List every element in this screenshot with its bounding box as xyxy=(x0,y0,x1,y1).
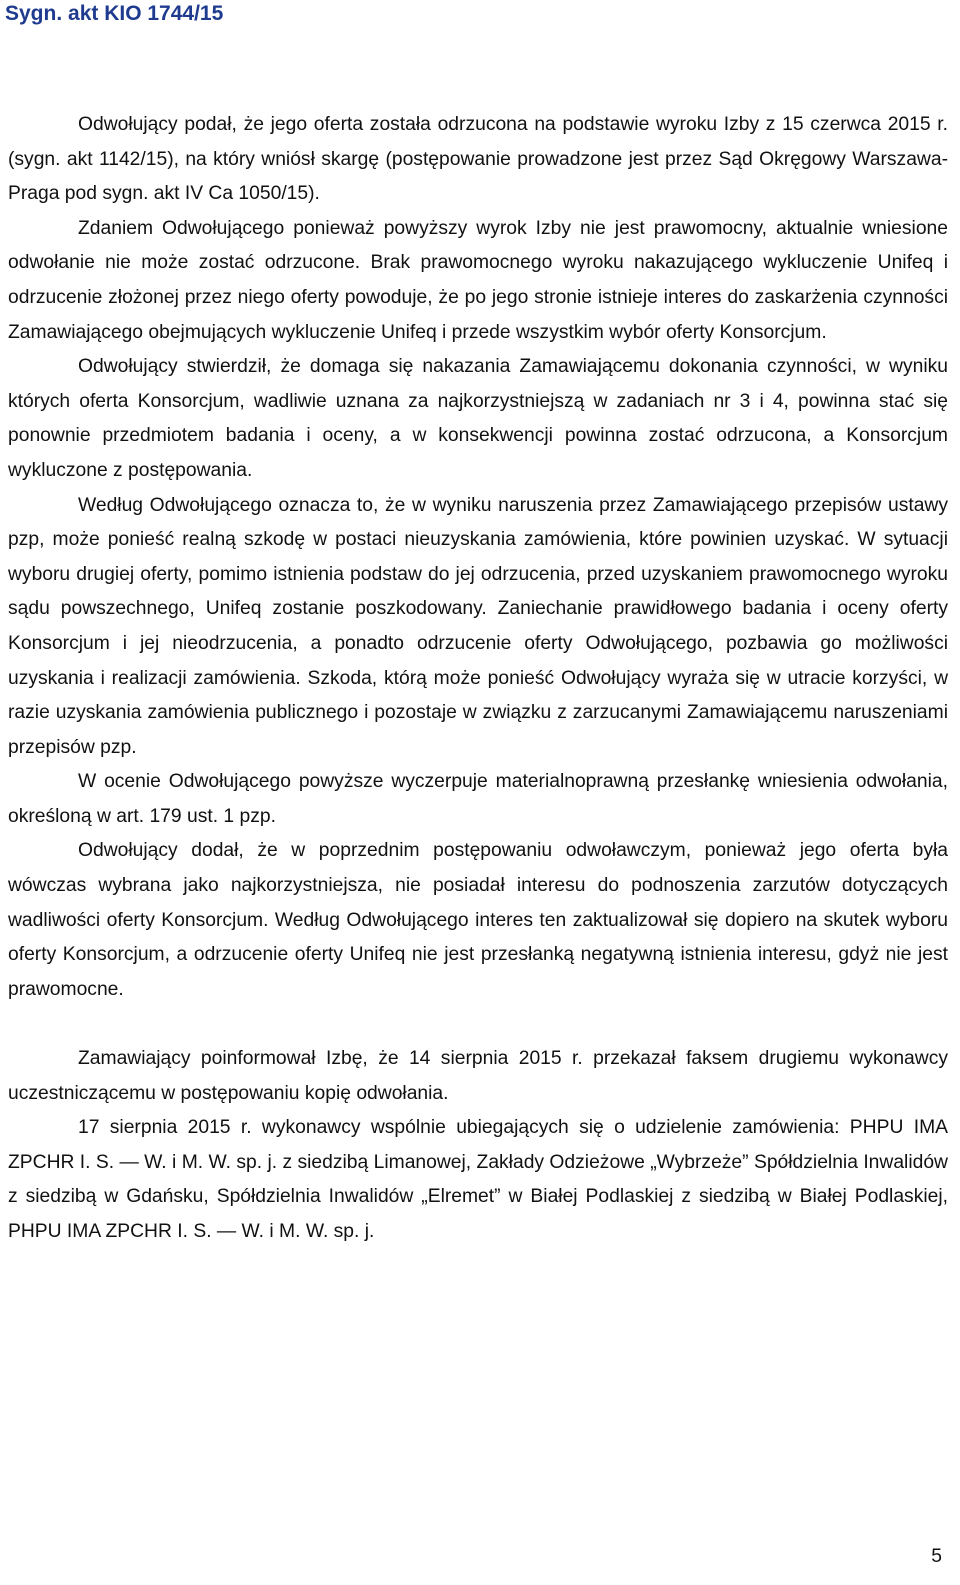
paragraph: W ocenie Odwołującego powyższe wyczerpuje materialnoprawną przesłankę wniesienia odwołania, określoną w art. 179 ust. 1 pzp. xyxy=(8,771,948,827)
page-number: 5 xyxy=(931,1546,942,1567)
paragraph: Zdaniem Odwołującego ponieważ powyższy wyrok Izby nie jest prawomocny, aktualnie wniesione odwołanie nie może zostać odrzucone. Brak prawomocnego wyroku nakazującego wykluczenie Unifeq i odrzucenie złożonej przez niego oferty powoduje, że po jego stronie istnieje interes do zaskarżenia czynności Zamawiającego obejmujących wykluczenie Unifeq i przede wszystkim wybór oferty Konsorcjum. xyxy=(8,217,948,343)
paragraph: Według Odwołującego oznacza to, że w wyniku naruszenia przez Zamawiającego przepisów ustawy pzp, może ponieść realną szkodę w postaci nieuzyskania zamówienia, które powinien uzyskać. W sytuacji wyboru drugiej oferty, pomimo istnienia podstaw do jej odrzucenia, przed uzyskaniem prawomocnego wyroku sądu powszechnego, Unifeq zostanie poszkodowany. Zaniechanie prawidłowego badania i oceny oferty Konsorcjum i jej nieodrzucenia, a ponadto odrzucenie oferty Odwołującego, pozbawia go możliwości uzyskania i realizacji zamówienia. Szkoda, którą może ponieść Odwołujący wyraża się w utracie korzyści, w razie uzyskania zamówienia publicznego i pozostaje w związku z zarzucanymi Zamawiającemu naruszeniami przepisów pzp. xyxy=(8,494,948,758)
paragraph: Odwołujący podał, że jego oferta została odrzucona na podstawie wyroku Izby z 15 czerwca 2015 r. (sygn. akt 1142/15), na który wniósł skargę (postępowanie prowadzone jest przez Sąd Okręgowy Warszawa-Praga pod sygn. akt IV Ca 1050/15). xyxy=(8,114,948,205)
document-body xyxy=(8,108,948,1250)
paragraph: 17 sierpnia 2015 r. wykonawcy wspólnie ubiegających się o udzielenie zamówienia: PHPU IMA ZPCHR I. S. — W. i M. W. sp. j. z siedzibą Limanowej, Zakłady Odzieżowe „Wybrzeże” Spółdzielnia Inwalidów z siedzibą w Gdańsku, Spółdzielnia Inwalidów „Elremet” w Białej Podlaskiej z siedzibą w Białej Podlaskiej, PHPU IMA ZPCHR I. S. — W. i M. W. sp. j. xyxy=(8,1117,948,1242)
case-reference: Sygn. akt KIO 1744/15 xyxy=(5,2,224,25)
paragraph: Odwołujący stwierdził, że domaga się nakazania Zamawiającemu dokonania czynności, w wyniku których oferta Konsorcjum, wadliwie uznana za najkorzystniejszą w zadaniach nr 3 i 4, powinna stać się ponownie przedmiotem badania i oceny, a w konsekwencji powinna zostać odrzucona, a Konsorcjum wykluczone z postępowania. xyxy=(8,356,948,481)
paragraph: Odwołujący dodał, że w poprzednim postępowaniu odwoławczym, ponieważ jego oferta była wówczas wybrana jako najkorzystniejsza, nie posiadał interesu do podnoszenia zarzutów dotyczących wadliwości oferty Konsorcjum. Według Odwołującego interes ten zaktualizował się dopiero na skutek wyboru oferty Konsorcjum, a odrzucenie oferty Unifeq nie jest przesłanką negatywną istnienia interesu, gdyż nie jest prawomocne. xyxy=(8,840,948,1000)
paragraph: Zamawiający poinformował Izbę, że 14 sierpnia 2015 r. przekazał faksem drugiemu wykonawcy uczestniczącemu w postępowaniu kopię odwołania. xyxy=(8,1048,948,1104)
